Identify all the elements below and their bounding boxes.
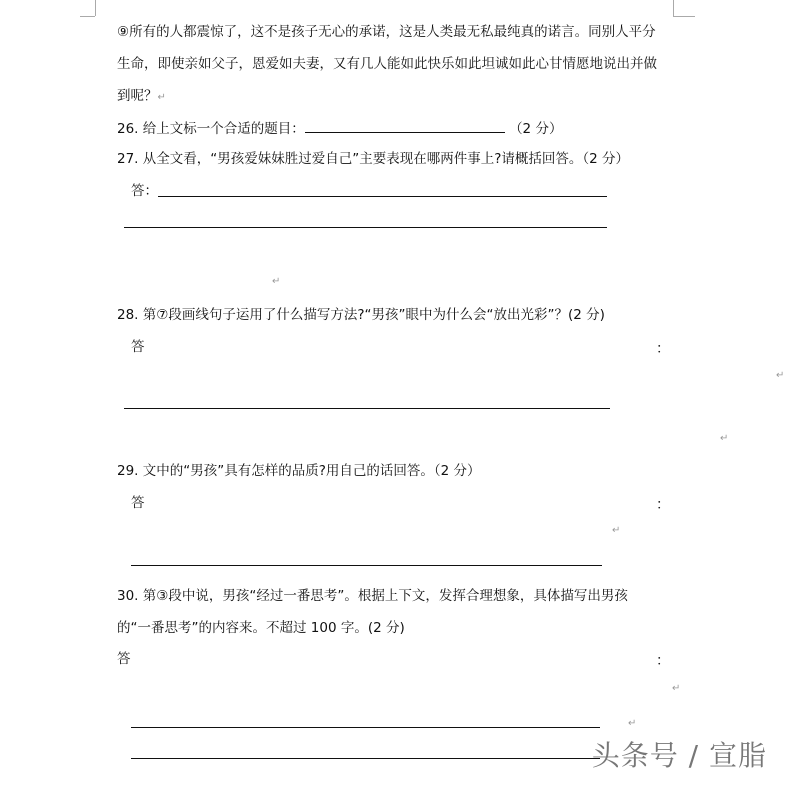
answer-colon: ：	[656, 653, 670, 669]
answer-label: 答	[131, 339, 145, 355]
answer-blank[interactable]	[305, 119, 505, 133]
passage-line: 生命，即使亲如父子，恩爱如夫妻，又有几人能如此快乐如此坦诚如此心甘情愿地说出并做	[117, 56, 657, 72]
passage-text: 到呢？	[117, 88, 158, 104]
answer-line[interactable]	[131, 565, 602, 566]
question-30-line1: 30. 第③段中说，男孩“经过一番思考”。根据上下文，发挥合理想象，具体描写出男孩	[117, 588, 628, 604]
answer-line[interactable]	[131, 727, 600, 728]
corner-mark	[673, 16, 695, 17]
answer-line[interactable]	[158, 196, 607, 197]
question-26	[117, 119, 562, 138]
answer-label: 答：	[131, 183, 158, 199]
passage-line	[117, 87, 166, 107]
question-28: 28. 第⑦段画线句子运用了什么描写方法?“男孩”眼中为什么会“放出光彩”？(2 分)	[117, 307, 605, 323]
score-label: （2 分）	[509, 121, 563, 137]
paragraph-mark: ↵	[272, 276, 281, 287]
paragraph-mark: ↵	[672, 683, 681, 694]
watermark: 头条号 / 宣脂	[591, 739, 767, 772]
question-27: 27. 从全文看，“男孩爱妹妹胜过爱自己”主要表现在哪两件事上?请概括回答。（2 分）	[117, 151, 630, 167]
passage-line: ⑨所有的人都震惊了，这不是孩子无心的承诺，这是人类最无私最纯真的诺言。同别人平分	[117, 24, 656, 40]
corner-mark	[80, 16, 95, 17]
corner-mark	[95, 0, 96, 16]
question-30-line2: 的“一番思考”的内容来。不超过 100 字。(2 分)	[117, 620, 405, 636]
paragraph-mark: ↵	[628, 718, 637, 729]
paragraph-mark: ↵	[776, 370, 785, 381]
answer-label: 答	[117, 651, 131, 667]
question-text: 26. 给上文标一个合适的题目：	[117, 121, 305, 137]
answer-line[interactable]	[124, 408, 610, 409]
answer-colon: ：	[656, 341, 670, 357]
answer-colon: ：	[656, 497, 670, 513]
answer-label: 答	[131, 495, 145, 511]
answer-line[interactable]	[131, 758, 600, 759]
corner-mark	[673, 0, 674, 16]
paragraph-mark: ↵	[157, 92, 166, 103]
answer-line[interactable]	[124, 227, 607, 228]
question-29: 29. 文中的“男孩”具有怎样的品质?用自己的话回答。（2 分）	[117, 463, 481, 479]
paragraph-mark: ↵	[612, 525, 621, 536]
paragraph-mark: ↵	[720, 433, 729, 444]
